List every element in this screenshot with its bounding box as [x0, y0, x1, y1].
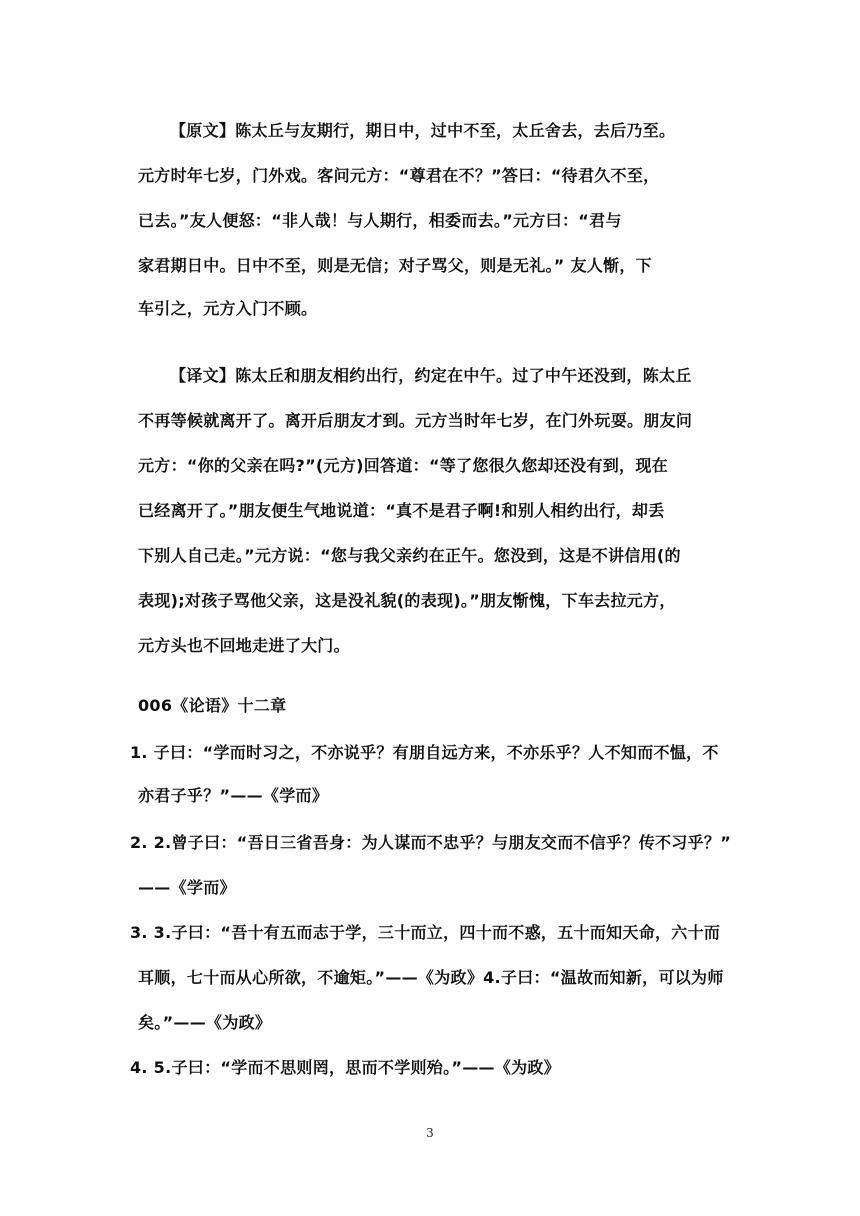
original-text-line: 车引之，元方入门不顾。 — [138, 299, 318, 318]
list-item-line: 1. 子曰：“学而时习之，不亦说乎？有朋自远方来，不亦乐乎？人不知而不愠，不 — [130, 743, 719, 762]
list-item-line: 4. 5.子曰：“学而不思则罔，思而不学则殆。”——《为政》 — [130, 1058, 561, 1077]
page-number: 3 — [426, 1126, 434, 1140]
section-heading: 006《论语》十二章 — [138, 696, 287, 715]
list-item-line: 耳顺，七十而从心所欲，不逾矩。”——《为政》4.子曰：“温故而知新，可以为师 — [138, 968, 724, 987]
translation-line: 元方头也不回地走进了大门。 — [138, 636, 350, 655]
list-item-line: 2. 2.曾子曰：“吾日三省吾身：为人谋而不忠乎？与朋友交而不信乎？传不习乎？” — [130, 833, 732, 852]
list-item-line: ——《学而》 — [138, 878, 236, 897]
original-text-line: 家君期日中。日中不至，则是无信；对子骂父，则是无礼。” 友人惭，下 — [138, 256, 652, 275]
list-item-line: 矣。”——《为政》 — [138, 1013, 272, 1032]
original-text-line: 【原文】陈太丘与友期行，期日中，过中不至，太丘舍去，去后乃至。 — [170, 121, 676, 140]
list-item-line: 3. 3.子曰：“吾十有五而志于学，三十而立，四十而不惑，五十而知天命，六十而 — [130, 923, 721, 942]
translation-line: 已经离开了。”朋友便生气地说道：“真不是君子啊!和别人相约出行，却丢 — [138, 501, 665, 520]
translation-line: 表现);对孩子骂他父亲，这是没礼貌(的表现)。”朋友惭愧，下车去拉元方， — [138, 591, 676, 610]
translation-line: 下别人自己走。”元方说：“您与我父亲约在正午。您没到，这是不讲信用(的 — [138, 546, 681, 565]
translation-line: 元方：“你的父亲在吗?”(元方)回答道：“等了您很久您却还没有到，现在 — [138, 456, 668, 475]
translation-line: 不再等候就离开了。离开后朋友才到。元方当时年七岁，在门外玩耍。朋友问 — [138, 411, 693, 430]
list-item-line: 亦君子乎？”——《学而》 — [138, 786, 329, 805]
original-text-line: 元方时年七岁，门外戏。客问元方：“尊君在不？”答曰：“待君久不至， — [138, 166, 660, 185]
translation-line: 【译文】陈太丘和朋友相约出行，约定在中午。过了中午还没到，陈太丘 — [170, 366, 692, 385]
original-text-line: 已去。”友人便怒：“非人哉！与人期行，相委而去。”元方曰：“君与 — [138, 211, 622, 230]
